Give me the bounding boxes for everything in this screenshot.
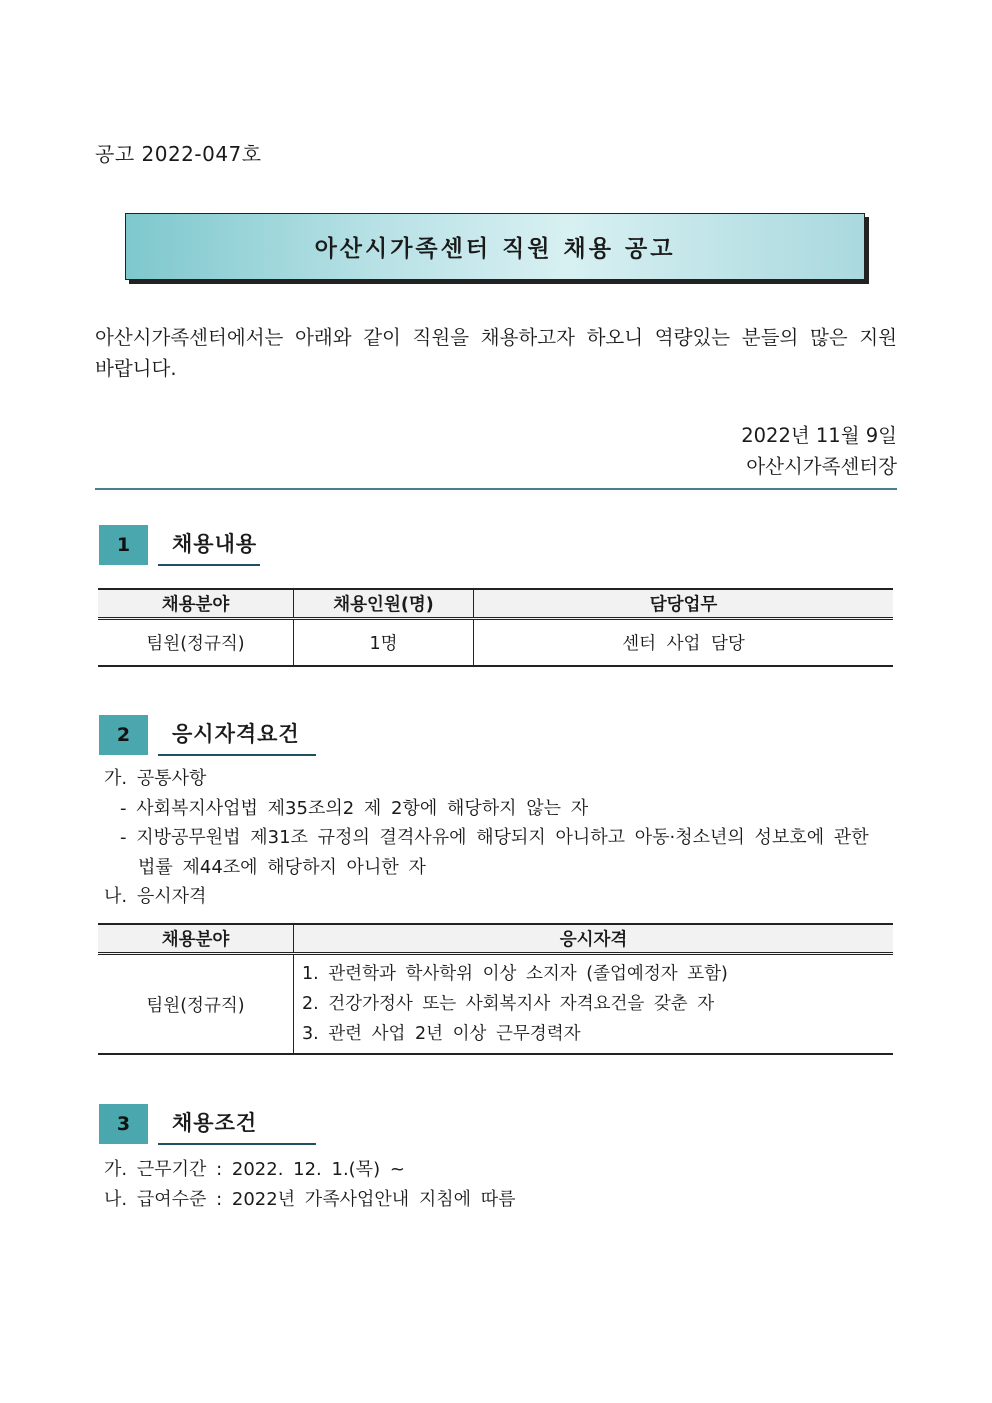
table-header-row (98, 589, 893, 619)
list-item: - 사회복지사업법 제35조의2 제 2항에 해당하지 않는 자 (120, 797, 589, 819)
list-item: 2. 건강가정사 또는 사회복지사 자격요건을 갖춘 자 (302, 994, 715, 1014)
eligibility-common (104, 764, 899, 912)
table-cell: 센터 사업 담당 (474, 619, 894, 667)
list-item: 1. 관련학과 학사학위 이상 소지자 (졸업예정자 포함) (302, 964, 728, 984)
section-1-header (99, 525, 260, 566)
announcement-date: 2022년 11월 9일 (741, 424, 897, 447)
table-cell: 팀원(정규직) (98, 619, 294, 667)
sub-heading: 가. 공통사항 (104, 768, 207, 789)
table-header: 담당업무 (474, 589, 894, 619)
section-2-header (99, 715, 316, 756)
section-title: 채용내용 (158, 528, 260, 566)
table-header: 채용분야 (98, 924, 294, 954)
section-number: 2 (99, 715, 148, 755)
divider (95, 488, 897, 490)
section-number: 1 (99, 525, 148, 565)
recruitment-table (98, 588, 893, 667)
list-item: 법률 제44조에 해당하지 아니한 자 (138, 856, 426, 878)
notice-number: 공고 2022-047호 (95, 142, 262, 166)
table-header: 응시자격 (294, 924, 894, 954)
sub-heading: 나. 응시자격 (104, 886, 207, 907)
table-row (98, 619, 893, 667)
qualification-list (294, 954, 894, 1055)
list-item: 가. 근무기간 : 2022. 12. 1.(목) ~ (104, 1159, 405, 1180)
section-title: 응시자격요건 (158, 718, 316, 756)
table-row (98, 954, 893, 1055)
list-item: 나. 급여수준 : 2022년 가족사업안내 지침에 따름 (104, 1188, 516, 1210)
qualification-table (98, 923, 893, 1055)
section-3-header (99, 1104, 316, 1145)
list-item: 3. 관련 사업 2년 이상 근무경력자 (302, 1024, 581, 1044)
table-cell: 팀원(정규직) (98, 954, 294, 1055)
issuer: 아산시가족센터장 (746, 455, 897, 478)
section-title: 채용조건 (158, 1107, 316, 1145)
page-title: 아산시가족센터 직원 채용 공고 (125, 213, 865, 280)
signature-block (741, 420, 897, 482)
list-item: - 지방공무원법 제31조 규정의 결격사유에 해당되지 아니하고 아동·청소년의 성보호에 관한 (120, 827, 869, 848)
section-number: 3 (99, 1104, 148, 1144)
table-header-row (98, 924, 893, 954)
table-cell: 1명 (294, 619, 474, 667)
table-header: 채용분야 (98, 589, 294, 619)
intro-paragraph: 아산시가족센터에서는 아래와 같이 직원을 채용하고자 하오니 역량있는 분들의 많은 지원 바랍니다. (95, 326, 897, 380)
employment-conditions (104, 1155, 899, 1214)
table-header: 채용인원(명) (294, 589, 474, 619)
